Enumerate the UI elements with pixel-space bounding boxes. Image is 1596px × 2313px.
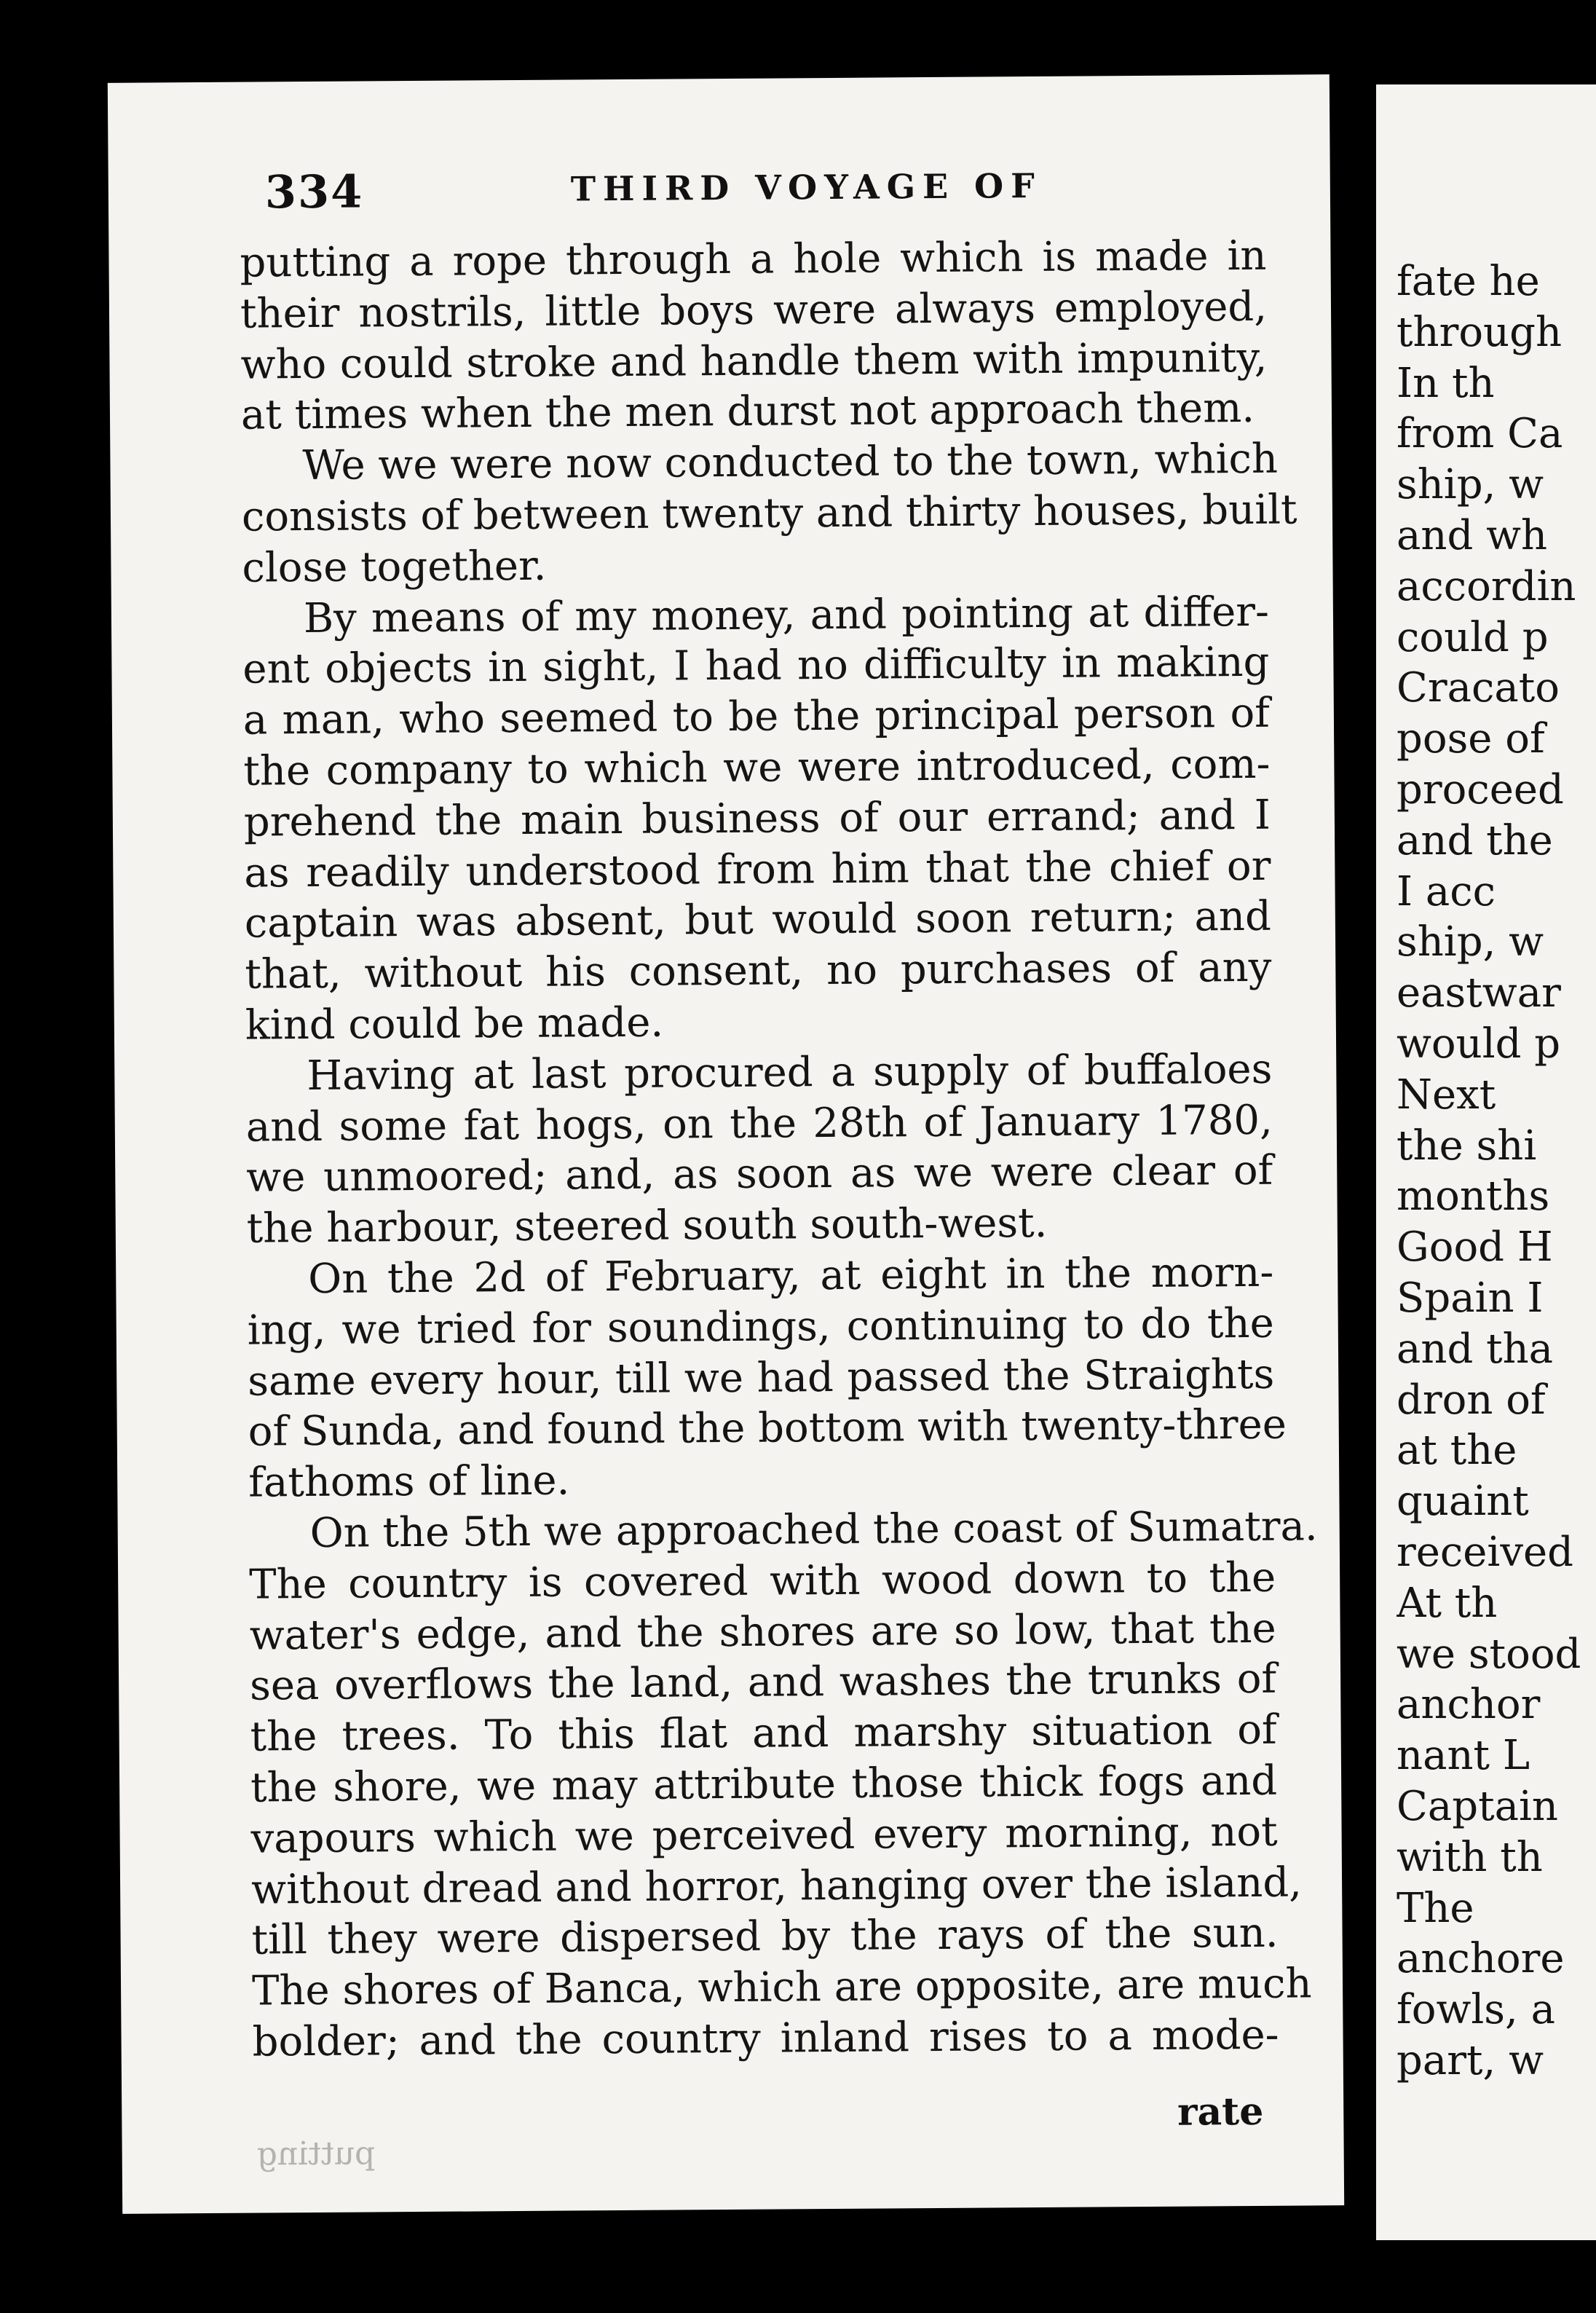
right-text-line: proceed <box>1396 765 1564 813</box>
text-line: at times when the men durst not approach them. <box>240 385 1255 440</box>
right-text-line: fowls, a <box>1396 1986 1556 2034</box>
right-page-text <box>1396 256 1596 2087</box>
right-text-line: fate he <box>1396 258 1540 305</box>
right-text-line: The <box>1396 1884 1474 1932</box>
text-line: We we were now conducted to the town, which <box>241 435 1279 490</box>
text-line: without dread and horror, hanging over the island, <box>250 1859 1303 1914</box>
text-line: prehend the main business of our errand; and I <box>243 791 1271 846</box>
catchword: rate <box>1177 2089 1264 2135</box>
text-line: By means of my money, and pointing at differ- <box>242 588 1270 643</box>
right-text-line: In th <box>1396 359 1495 407</box>
right-text-line: the shi <box>1396 1122 1537 1170</box>
text-line: and some fat hogs, on the 28th of January 1780, <box>245 1096 1273 1151</box>
right-text-line: Captain <box>1396 1782 1558 1830</box>
text-line: the company to which we were introduced, com- <box>243 740 1271 795</box>
text-line: water's edge, and the shores are so low, that the <box>249 1604 1276 1660</box>
right-text-line: months <box>1396 1173 1550 1221</box>
page-header <box>265 159 1273 232</box>
text-line: close together. <box>242 542 547 592</box>
right-text-line: could p <box>1396 613 1549 661</box>
right-text-line: eastwar <box>1396 969 1561 1017</box>
text-line: the shore, we may attribute those thick fogs and <box>250 1757 1278 1812</box>
right-text-line: Next <box>1396 1071 1496 1119</box>
text-line: of Sunda, and found the bottom with twenty-three <box>248 1400 1287 1456</box>
text-line: kind could be made. <box>245 998 664 1049</box>
right-text-line: we stood <box>1396 1630 1581 1678</box>
text-line: sea overflows the land, and washes the trunks of <box>249 1655 1277 1710</box>
right-text-line: and tha <box>1396 1325 1554 1373</box>
right-text-line: through <box>1396 308 1563 356</box>
text-line: bolder; and the country inland rises to a mode- <box>252 2011 1279 2066</box>
right-text-line: Spain I <box>1396 1274 1544 1322</box>
right-text-line: and the <box>1396 816 1553 864</box>
text-line: ent objects in sight, I had no difficulty in making <box>242 639 1270 693</box>
right-text-line: anchor <box>1396 1681 1541 1729</box>
right-text-line: from Ca <box>1396 410 1563 458</box>
text-line: The shores of Banca, which are opposite, are much <box>251 1960 1312 2015</box>
right-text-line: would p <box>1396 1020 1561 1068</box>
text-line: the trees. To this flat and marshy situation of <box>250 1706 1277 1761</box>
text-line: On the 2d of February, at eight in the morn- <box>247 1248 1274 1304</box>
left-page <box>108 74 1344 2214</box>
right-text-line: part, w <box>1396 2036 1544 2084</box>
text-line: same every hour, till we had passed the Straights <box>248 1350 1275 1406</box>
text-line: their nostrils, little boys were always employed, <box>240 283 1268 338</box>
text-line: we unmoored; and, as soon as we were clear of <box>246 1147 1273 1202</box>
right-text-line: quaint <box>1396 1478 1529 1526</box>
text-line: till they were dispersed by the rays of the sun. <box>251 1910 1279 1964</box>
text-line: captain was absent, but would soon return; and <box>244 893 1272 947</box>
right-text-line: nant L <box>1396 1732 1530 1780</box>
right-text-line: and wh <box>1396 511 1548 559</box>
text-line: that, without his consent, no purchases of any <box>245 943 1272 998</box>
right-text-line: Good H <box>1396 1224 1553 1272</box>
text-line: consists of between twenty and thirty houses, built <box>241 486 1297 541</box>
text-line: as readily understood from him that the chief or <box>244 842 1271 897</box>
right-text-line: dron of <box>1396 1376 1546 1424</box>
text-line: a man, who seemed to be the principal person of <box>242 689 1271 744</box>
right-text-line: ship, w <box>1396 918 1544 966</box>
text-line: The country is covered with wood down to the <box>248 1553 1276 1609</box>
right-text-line: accordin <box>1396 562 1576 610</box>
right-text-line: ship, w <box>1396 461 1544 509</box>
right-page <box>1376 84 1596 2240</box>
text-line: Having at last procured a supply of buffaloes <box>245 1045 1273 1100</box>
text-line: who could stroke and handle them with impunity, <box>240 334 1268 389</box>
text-line: putting a rope through a hole which is made in <box>240 232 1267 287</box>
running-head: THIRD VOYAGE OF <box>570 165 1042 209</box>
right-text-line: I acc <box>1396 867 1496 915</box>
right-text-line: At th <box>1396 1579 1498 1627</box>
right-text-line: pose of <box>1396 715 1545 763</box>
body-text <box>240 231 1318 2068</box>
right-text-line: with th <box>1396 1833 1543 1881</box>
right-text-line: received <box>1396 1528 1573 1576</box>
text-line: On the 5th we approached the coast of Sumatra. <box>248 1502 1318 1558</box>
text-line: ing, we tried for soundings, continuing to do the <box>247 1299 1274 1355</box>
right-text-line: anchore <box>1396 1935 1565 1983</box>
page-number: 334 <box>264 165 364 219</box>
text-line: fathoms of line. <box>248 1457 570 1507</box>
text-line: the harbour, steered south south-west. <box>246 1199 1048 1253</box>
text-line: vapours which we perceived every morning, not <box>250 1808 1278 1863</box>
right-text-line: at the <box>1396 1427 1517 1475</box>
bleed-through-text: putting <box>256 2135 376 2173</box>
right-text-line: Cracato <box>1396 664 1560 712</box>
